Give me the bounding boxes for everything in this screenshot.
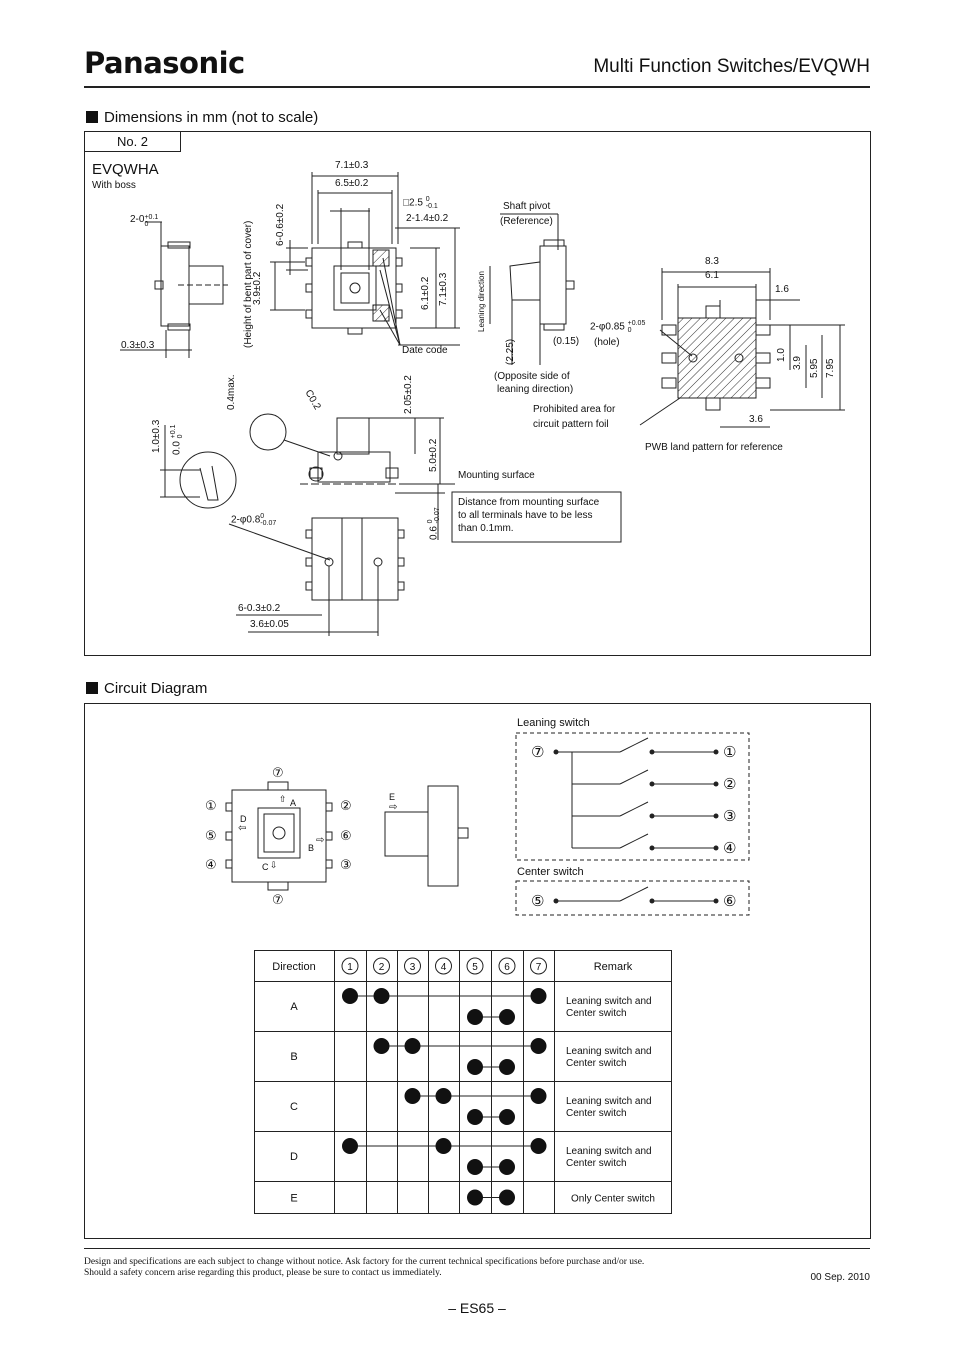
footer-rule <box>84 1248 870 1249</box>
table-row-direction: A <box>290 1001 298 1013</box>
table-contact-dot <box>467 1190 483 1206</box>
dir-label-c: C <box>262 862 269 872</box>
document-title: Multi Function Switches/EVQWH <box>593 56 870 77</box>
dim-0-6: 0.6 0 -0.07 <box>427 507 441 540</box>
table-row-remark: Center switch <box>566 1108 627 1119</box>
table-contact-dot <box>467 1159 483 1175</box>
table-contact-dot <box>405 1038 421 1054</box>
mounting-surface-label: Mounting surface <box>458 470 535 481</box>
switch-terminal-7: ⑦ <box>531 744 545 761</box>
detail-circle-upper <box>250 414 286 450</box>
shaft-pivot-label: Shaft pivot <box>503 201 551 212</box>
table-row-direction: C <box>290 1101 298 1113</box>
leaning-switch-label: Leaning switch <box>517 717 590 729</box>
dim-bent-cover: (Height of bent part of cover) <box>243 220 254 348</box>
table-contact-dot <box>374 1038 390 1054</box>
chamfer-c0-2: C0.2 <box>302 388 323 412</box>
table-contact-dot <box>342 988 358 1004</box>
dim-1-0-0-3: 1.0±0.3 <box>151 419 162 453</box>
dim-7-95: 7.95 <box>825 358 836 378</box>
dim-7-1: 7.1±0.3 <box>335 160 369 171</box>
pwb-label: PWB land pattern for reference <box>645 442 783 453</box>
reference-label: (Reference) <box>500 216 553 227</box>
date-code-label: Date code <box>402 345 448 356</box>
dim-2-1-4: 2-1.4±0.2 <box>406 213 449 224</box>
truth-table <box>254 950 672 1214</box>
table-contact-dot <box>499 1159 515 1175</box>
brand-logo: Panasonic <box>84 46 245 80</box>
bullet-square-icon <box>86 682 98 694</box>
dim-0-15: (0.15) <box>553 336 580 347</box>
model-name: EVQWHA <box>92 161 159 178</box>
dim-1-0: 1.0 <box>776 348 787 362</box>
table-row-remark: Center switch <box>566 1158 627 1169</box>
model-note: With boss <box>92 180 136 191</box>
drawing-number-tab: No. 2 <box>84 131 181 152</box>
table-row-remark: Leaning switch and <box>566 996 652 1007</box>
dir-label-e: E <box>389 792 396 802</box>
dim-3-6-pitch: 3.6±0.05 <box>250 619 289 630</box>
table-contact-dot <box>467 1009 483 1025</box>
dim-pwb-6-1: 6.1 <box>705 270 719 281</box>
dim-6-0-6: 6-0.6±0.2 <box>275 203 286 246</box>
table-header-terminal-label: 2 <box>378 962 385 973</box>
pin-5: ⑤ <box>205 828 217 843</box>
dim-7-1-vert: 7.1±0.3 <box>438 272 449 306</box>
table-contact-dot <box>342 1138 358 1154</box>
dim-5-95: 5.95 <box>809 358 820 378</box>
table-contact-dot <box>499 1059 515 1075</box>
pin-7-bottom: ⑦ <box>272 892 284 907</box>
note-line-3: than 0.1mm. <box>458 523 514 534</box>
dimensions-heading <box>86 109 318 126</box>
dim-3-9: 3.9±0.2 <box>252 271 263 305</box>
switch-terminal-1: ① <box>723 744 737 761</box>
dim-3-6: 3.6 <box>749 414 763 425</box>
table-contact-dot <box>467 1109 483 1125</box>
pin-4: ④ <box>205 857 217 872</box>
table-contact-dot <box>499 1109 515 1125</box>
dim-0-3: 0.3±0.3 <box>121 340 155 351</box>
center-switch-box <box>516 881 749 915</box>
arrow-right-e-icon: ⇨ <box>389 802 398 813</box>
table-row-direction: E <box>290 1192 298 1205</box>
dim-2-05: 2.05±0.2 <box>403 375 414 414</box>
arrow-up-icon: ⇧ <box>279 794 287 804</box>
circuit-heading-text: Circuit Diagram <box>104 680 208 697</box>
table-contact-dot <box>405 1088 421 1104</box>
table-header-remark: Remark <box>593 961 633 973</box>
note-line-1: Distance from mounting surface <box>458 497 600 508</box>
side-view-body <box>161 246 189 326</box>
component-side-view <box>428 786 458 886</box>
switch-terminal-4: ④ <box>723 840 737 857</box>
dimensions-heading-text: Dimensions in mm (not to scale) <box>104 109 319 126</box>
table-header-terminal-label: 6 <box>504 962 510 973</box>
dim-1-6: 1.6 <box>775 284 789 295</box>
table-contact-dot <box>467 1059 483 1075</box>
table-contact-dot <box>436 1138 452 1154</box>
table-row-remark: Center switch <box>566 1008 627 1019</box>
dim-6-5: 6.5±0.2 <box>335 178 369 189</box>
footer-disclaimer <box>84 1257 644 1279</box>
dim-6-1-vert: 6.1±0.2 <box>420 276 431 310</box>
table-header-terminal-label: 7 <box>535 962 542 973</box>
table-row-remark: Leaning switch and <box>566 1046 652 1057</box>
table-contact-dot <box>499 1190 515 1206</box>
table-row-direction: D <box>290 1151 298 1163</box>
hole-label: (hole) <box>594 337 620 348</box>
disclaimer-line-2: Should a safety concern arise regarding this product, please be sure to contact us immediately. <box>84 1268 442 1278</box>
switch-terminal-5: ⑤ <box>531 893 545 910</box>
switch-terminal-3: ③ <box>723 808 737 825</box>
note-line-2: to all terminals have to be less <box>458 510 593 521</box>
table-header-direction: Direction <box>272 961 316 973</box>
pin-3: ③ <box>340 857 352 872</box>
switch-terminal-6: ⑥ <box>723 893 737 910</box>
arrow-down-icon: ⇩ <box>270 860 278 870</box>
table-contact-dot <box>531 1138 547 1154</box>
dim-8-3: 8.3 <box>705 256 719 267</box>
opposite-side-label-2: leaning direction) <box>497 384 574 395</box>
table-row-direction: B <box>290 1051 298 1063</box>
prohibited-label: Prohibited area for <box>533 404 616 415</box>
dir-label-b: B <box>308 843 315 853</box>
footer-date: 00 Sep. 2010 <box>810 1272 870 1283</box>
header-rule <box>84 86 870 88</box>
table-contact-dot <box>499 1009 515 1025</box>
arrow-right-icon: ⇨ <box>316 835 325 846</box>
table-row-remark: Center switch <box>566 1058 627 1069</box>
center-switch-label: Center switch <box>517 866 584 878</box>
dim-6-0-3: 6-0.3±0.2 <box>238 603 281 614</box>
table-header-terminal-label: 3 <box>409 962 416 973</box>
dim-5-0: 5.0±0.2 <box>428 438 439 472</box>
table-contact-dot <box>374 988 390 1004</box>
dim-3-9-pwb: 3.9 <box>792 356 803 370</box>
pin-7-top: ⑦ <box>272 765 284 780</box>
page-number: – ES65 – <box>448 1300 506 1316</box>
arrow-left-icon: ⇦ <box>238 823 247 834</box>
pin-1: ① <box>205 798 217 813</box>
dir-label-a: A <box>290 798 297 808</box>
switch-terminal-2: ② <box>723 776 737 793</box>
dim-2-25: (2.25) <box>505 338 516 365</box>
circuit-heading <box>86 680 207 697</box>
dim-2-0: 2-0+0.1 0 <box>130 214 159 228</box>
leaning-direction-label: Leaning direction <box>477 271 486 332</box>
pin-6: ⑥ <box>340 828 352 843</box>
table-row-remark: Leaning switch and <box>566 1146 652 1157</box>
dimension-drawing <box>84 131 869 654</box>
dim-square-2-5: □2.5 0 -0.1 <box>403 196 438 210</box>
pin-2: ② <box>340 798 352 813</box>
hole-spec: 2-φ0.85 +0.05 0 <box>590 320 646 334</box>
table-contact-dot <box>531 1038 547 1054</box>
table-header-terminal-label: 5 <box>472 962 478 973</box>
pin-spec: 2-φ0.80 -0.07 <box>231 513 277 527</box>
bullet-square-icon <box>86 111 98 123</box>
table-header-terminal-label: 1 <box>347 962 353 973</box>
table-row-remark: Only Center switch <box>571 1193 655 1205</box>
table-row-remark: Leaning switch and <box>566 1096 652 1107</box>
prohibited-label-2: circuit pattern foil <box>533 419 609 430</box>
truth-table-grid <box>254 950 672 1214</box>
opposite-side-label: (Opposite side of <box>494 371 570 382</box>
dir-label-d: D <box>240 814 247 824</box>
table-contact-dot <box>531 1088 547 1104</box>
table-contact-dot <box>436 1088 452 1104</box>
dim-0-0: 0.0 +0.1 0 <box>170 424 184 455</box>
dim-0-4-max: 0.4max. <box>226 374 237 410</box>
disclaimer-line-1: Design and specifications are each subject to change without notice. Ask factory for the current technical specifications before purchase and/or use. <box>84 1257 645 1267</box>
table-contact-dot <box>531 988 547 1004</box>
table-header-terminal-label: 4 <box>440 962 447 973</box>
